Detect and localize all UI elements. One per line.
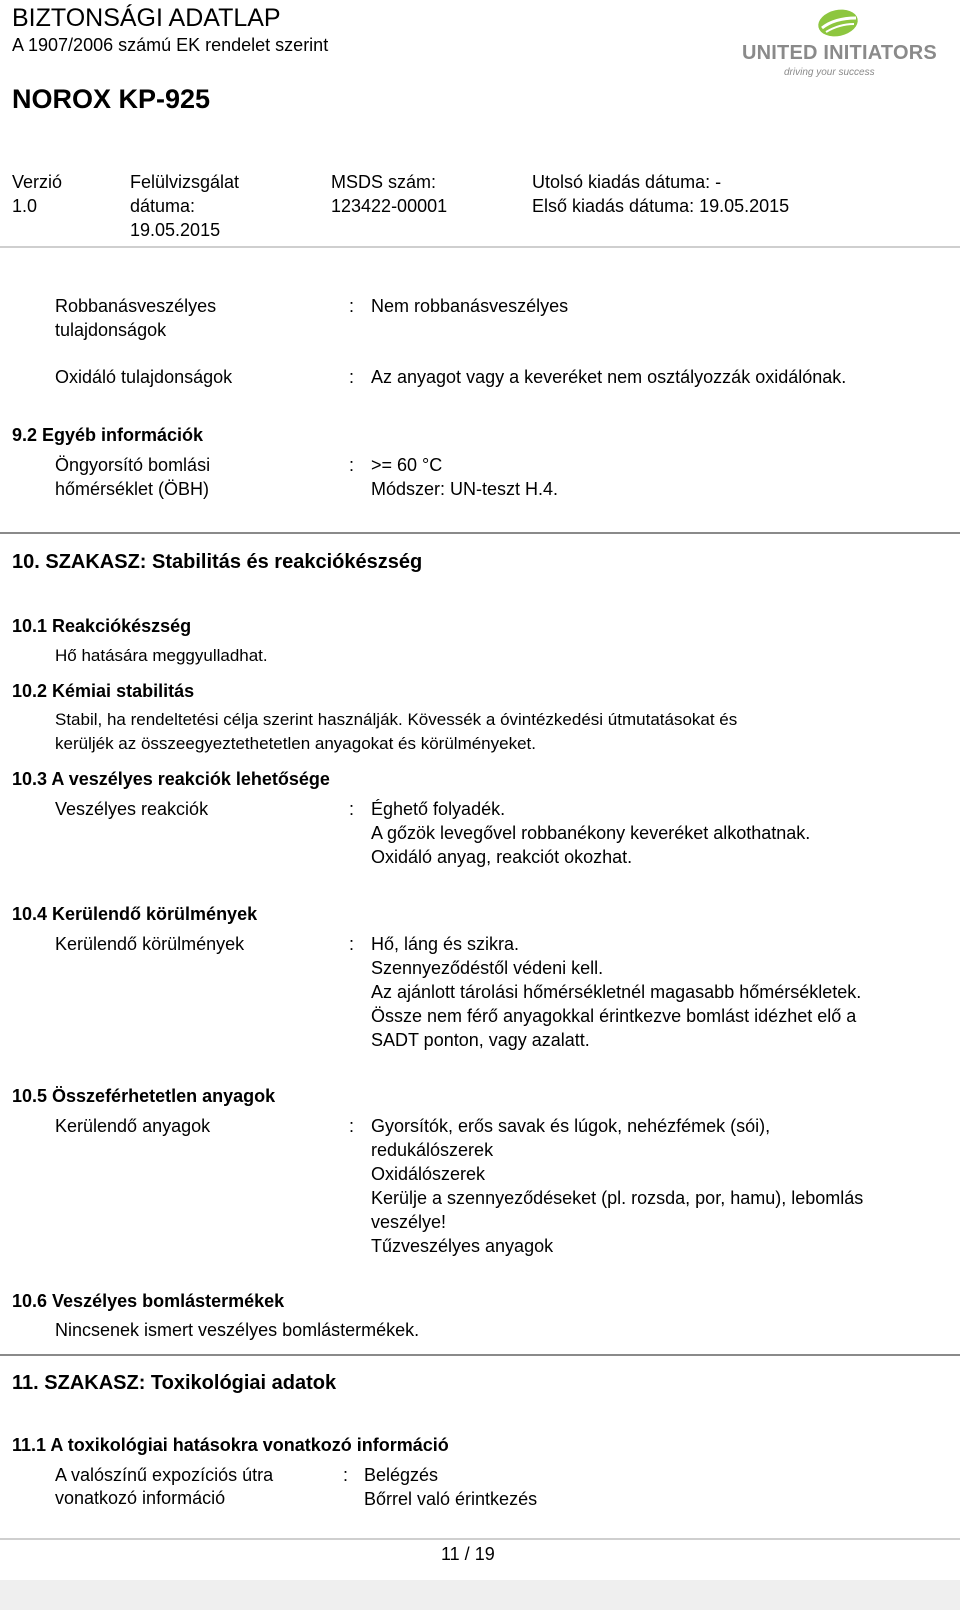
section-10-1-text: Hő hatására meggyulladhat. <box>55 646 268 665</box>
revision-value: 19.05.2015 <box>130 220 221 240</box>
section-10-2-text-2: kerüljék az összeegyeztethetetlen anyagokat és körülményeket. <box>55 734 536 753</box>
s11-1-colon: : <box>343 1465 349 1485</box>
explosive-label-1: Robbanásveszélyes <box>55 296 217 316</box>
list-item: SADT ponton, vagy azalatt. <box>371 1030 590 1050</box>
list-item: Szennyeződéstől védeni kell. <box>371 958 604 978</box>
msds-value: 123422-00001 <box>331 196 448 216</box>
section-10-6-title: 10.6 Veszélyes bomlástermékek <box>12 1291 285 1311</box>
list-item: Hő, láng és szikra. <box>371 934 520 954</box>
section-10-5-title: 10.5 Összeférhetetlen anyagok <box>12 1086 276 1106</box>
footer-bar <box>0 1580 960 1610</box>
section-10-title: 10. SZAKASZ: Stabilitás és reakciókészség <box>12 551 423 573</box>
company-logo <box>742 6 960 80</box>
section-10-2-text-1: Stabil, ha rendeltetési célja szerint használják. Kövessék a óvintézkedési útmutatásokat és <box>55 710 738 729</box>
s10-5-values <box>371 1114 863 1258</box>
section-divider-11 <box>0 1354 960 1356</box>
section-11-1-title: 11.1 A toxikológiai hatásokra vonatkozó információ <box>12 1435 449 1455</box>
section-9-2-title: 9.2 Egyéb információk <box>12 425 204 445</box>
sadt-value-1: >= 60 °C <box>371 455 443 475</box>
list-item: veszélye! <box>371 1212 447 1232</box>
section-divider-10 <box>0 532 960 534</box>
leaf-icon <box>808 6 868 40</box>
list-item: Tűzveszélyes anyagok <box>371 1236 554 1256</box>
sadt-colon: : <box>349 455 355 475</box>
footer-divider <box>0 1538 960 1540</box>
list-item: Oxidáló anyag, reakciót okozhat. <box>371 847 633 867</box>
version-value: 1.0 <box>12 196 38 216</box>
s10-3-values <box>371 797 810 869</box>
s11-1-label-2: vonatkozó információ <box>55 1488 226 1508</box>
revision-label-2: dátuma: <box>130 196 196 216</box>
s10-3-label: Veszélyes reakciók <box>55 799 209 819</box>
last-issue-date: Utolsó kiadás dátuma: - <box>532 172 722 192</box>
section-10-2-title: 10.2 Kémiai stabilitás <box>12 681 195 701</box>
section-10-6-text: Nincsenek ismert veszélyes bomlástermékek. <box>55 1320 420 1340</box>
oxidizing-value: Az anyagot vagy a keveréket nem osztályozzák oxidálónak. <box>371 367 847 387</box>
first-issue-date: Első kiadás dátuma: 19.05.2015 <box>532 196 790 216</box>
oxidizing-colon: : <box>349 367 355 387</box>
list-item: Oxidálószerek <box>371 1164 486 1184</box>
revision-label-1: Felülvizsgálat <box>130 172 240 192</box>
s10-4-values <box>371 932 861 1052</box>
list-item: A gőzök levegővel robbanékony keveréket alkothatnak. <box>371 823 811 843</box>
version-label: Verzió <box>12 172 63 192</box>
s10-4-colon: : <box>349 934 355 954</box>
oxidizing-label: Oxidáló tulajdonságok <box>55 367 233 387</box>
page-number: 11 / 19 <box>441 1544 495 1564</box>
list-item: Belégzés <box>364 1465 439 1485</box>
s10-5-label: Kerülendő anyagok <box>55 1116 211 1136</box>
s11-1-label-1: A valószínű expozíciós útra <box>55 1465 274 1485</box>
s10-4-label: Kerülendő körülmények <box>55 934 245 954</box>
explosive-value: Nem robbanásveszélyes <box>371 296 569 316</box>
explosive-label-2: tulajdonságok <box>55 320 167 340</box>
list-item: Kerülje a szennyeződéseket (pl. rozsda, por, hamu), lebomlás <box>371 1188 864 1208</box>
section-10-3-title: 10.3 A veszélyes reakciók lehetősége <box>12 769 330 789</box>
list-item: Éghető folyadék. <box>371 799 506 819</box>
document-title: BIZTONSÁGI ADATLAP <box>12 4 281 32</box>
s10-5-colon: : <box>349 1116 355 1136</box>
sadt-label-2: hőmérséklet (ÖBH) <box>55 479 210 499</box>
section-10-1-title: 10.1 Reakciókészség <box>12 616 192 636</box>
list-item: redukálószerek <box>371 1140 494 1160</box>
logo-tagline: driving your success <box>784 67 875 78</box>
list-item: Bőrrel való érintkezés <box>364 1489 538 1509</box>
header-divider <box>0 246 960 248</box>
s10-3-colon: : <box>349 799 355 819</box>
section-11-title: 11. SZAKASZ: Toxikológiai adatok <box>12 1372 337 1394</box>
section-10-4-title: 10.4 Kerülendő körülmények <box>12 904 258 924</box>
explosive-colon: : <box>349 296 355 316</box>
logo-text: UNITED INITIATORS <box>742 42 937 64</box>
sadt-value-2: Módszer: UN-teszt H.4. <box>371 479 559 499</box>
msds-label: MSDS szám: <box>331 172 437 192</box>
s11-1-values <box>364 1463 537 1511</box>
list-item: Az ajánlott tárolási hőmérsékletnél magasabb hőmérsékletek. <box>371 982 862 1002</box>
sadt-label-1: Öngyorsító bomlási <box>55 455 211 475</box>
regulation-subtitle: A 1907/2006 számú EK rendelet szerint <box>12 35 329 55</box>
list-item: Gyorsítók, erős savak és lúgok, nehézfémek (sói), <box>371 1116 771 1136</box>
list-item: Össze nem férő anyagokkal érintkezve bomlást idézhet elő a <box>371 1006 857 1026</box>
product-name: NOROX KP-925 <box>12 84 211 114</box>
